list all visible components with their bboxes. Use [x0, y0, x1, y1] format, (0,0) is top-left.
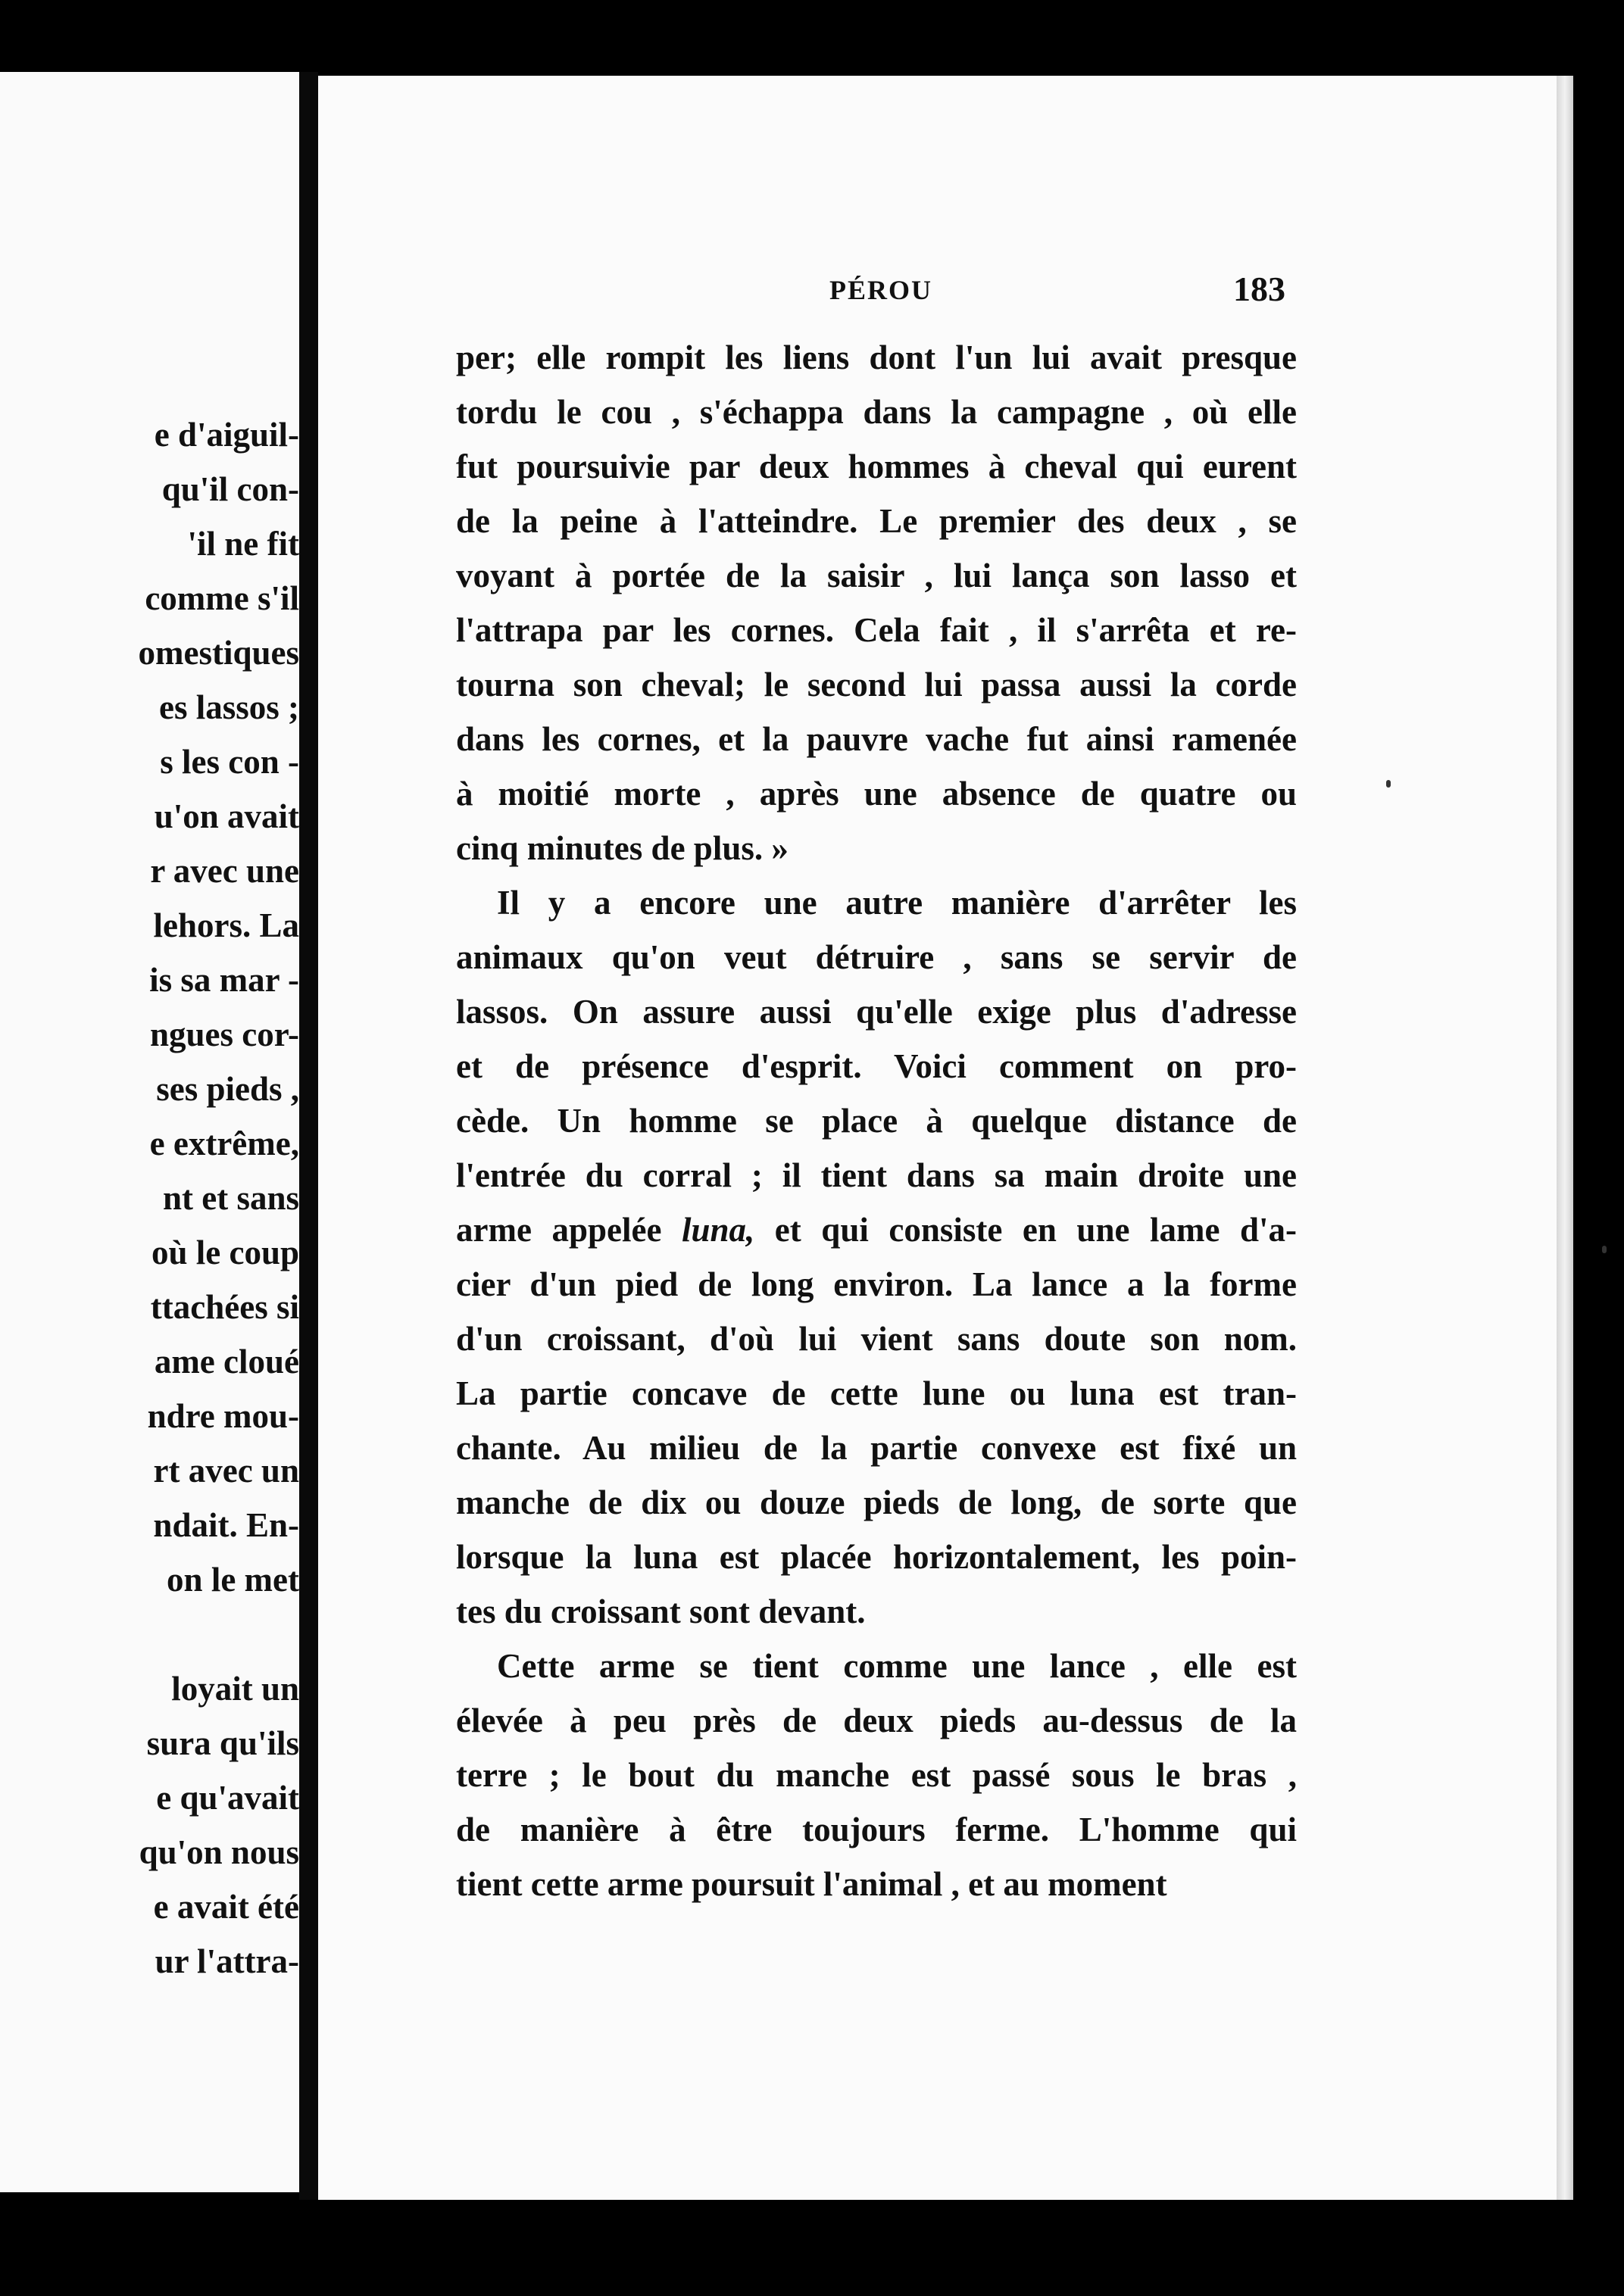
left-page-line	[0, 1607, 299, 1661]
left-page-line: s les con -	[160, 743, 299, 781]
text-line: Il y a encore une autre manière d'arrêter les	[497, 884, 1297, 922]
scan-speck	[1602, 1246, 1607, 1253]
page-edge	[1557, 76, 1573, 2200]
page-number: 183	[1233, 270, 1285, 308]
text-line: et de présence d'esprit. Voici comment on pro-	[456, 1047, 1297, 1085]
left-page-line: u'on avait	[154, 797, 299, 835]
left-page-line: où le coup	[151, 1234, 299, 1271]
left-page-line: omestiques	[138, 634, 299, 672]
scan-speck	[1386, 780, 1391, 788]
text-line: lorsque la luna est placée horizontalement, les poin-	[456, 1538, 1297, 1576]
text-line: l'entrée du corral ; il tient dans sa main droite une	[456, 1156, 1297, 1194]
text-line: dans les cornes, et la pauvre vache fut ainsi ramenée	[456, 720, 1297, 758]
text-line: fut poursuivie par deux hommes à cheval qui eurent	[456, 448, 1297, 485]
left-page-line: comme s'il	[145, 579, 299, 617]
left-page-line: ame cloué	[154, 1343, 299, 1380]
left-page-line: loyait un	[171, 1670, 299, 1708]
text-line: élevée à peu près de deux pieds au-dessus de la	[456, 1702, 1297, 1739]
text-line: à moitié morte , après une absence de quatre ou	[456, 775, 1297, 813]
text-line: Cette arme se tient comme une lance , elle est	[497, 1647, 1297, 1685]
text-line: per; elle rompit les liens dont l'un lui avait presque	[456, 338, 1297, 376]
text-line: animaux qu'on veut détruire , sans se servir de	[456, 938, 1297, 976]
left-page-line: es lassos ;	[158, 688, 299, 726]
left-page-line: ttachées si	[150, 1288, 299, 1326]
text-line: de la peine à l'atteindre. Le premier des deux , se	[456, 502, 1297, 540]
text-line: terre ; le bout du manche est passé sous le bras ,	[456, 1756, 1297, 1794]
text-line: tes du croissant sont devant.	[456, 1593, 866, 1630]
left-page-line: e d'aiguil-	[154, 416, 299, 454]
text-line: cinq minutes de plus. »	[456, 829, 789, 867]
left-page-text	[0, 407, 299, 1989]
left-page-line: is sa mar -	[149, 961, 299, 999]
left-page	[0, 72, 299, 2192]
left-page-line: ur l'attra-	[155, 1942, 299, 1980]
left-page-line: nt et sans	[162, 1179, 299, 1217]
left-page-line: qu'il con-	[161, 470, 299, 508]
text-line: d'un croissant, d'où lui vient sans doute son nom.	[456, 1320, 1297, 1358]
left-page-line: 'il ne fit	[187, 525, 299, 563]
left-page-line: e avait été	[153, 1888, 299, 1926]
text-line: de manière à être toujours ferme. L'homme qui	[456, 1811, 1297, 1848]
left-page-line: r avec une	[150, 852, 299, 890]
left-page-line: ngues cor-	[149, 1015, 299, 1053]
text-line: voyant à portée de la saisir , lui lança son lasso et	[456, 557, 1297, 594]
left-page-line: e qu'avait	[156, 1779, 299, 1817]
left-page-line: lehors. La	[153, 906, 299, 944]
text-line: chante. Au milieu de la partie convexe est fixé un	[456, 1429, 1297, 1467]
left-page-line: ndait. En-	[153, 1506, 299, 1544]
text-line: tient cette arme poursuit l'animal , et au moment	[456, 1865, 1167, 1903]
text-line: cier d'un pied de long environ. La lance a la forme	[456, 1265, 1297, 1303]
left-page-line: rt avec un	[153, 1452, 299, 1490]
body-text	[456, 330, 1297, 1911]
text-line: manche de dix ou douze pieds de long, de sorte que	[456, 1483, 1297, 1521]
text-line: tordu le cou , s'échappa dans la campagne , où elle	[456, 393, 1297, 431]
text-line: tourna son cheval; le second lui passa aussi la corde	[456, 666, 1297, 703]
text-line: cède. Un homme se place à quelque distance de	[456, 1102, 1297, 1140]
left-page-line: sura qu'ils	[146, 1724, 299, 1762]
book-spine	[299, 72, 318, 2200]
left-page-line: e extrême,	[149, 1125, 299, 1162]
text-line: lassos. On assure aussi qu'elle exige plus d'adresse	[456, 993, 1297, 1031]
running-head: PÉROU	[829, 275, 932, 305]
left-page-line: qu'on nous	[139, 1833, 299, 1871]
text-line: La partie concave de cette lune ou luna est tran-	[456, 1374, 1297, 1412]
left-page-line: on le met	[167, 1561, 299, 1599]
left-page-line: ses pieds ,	[156, 1070, 299, 1108]
left-page-line: ndre mou-	[147, 1397, 299, 1435]
text-line: arme appelée luna, et qui consiste en une lame d'a-	[456, 1211, 1297, 1249]
text-line: l'attrapa par les cornes. Cela fait , il s'arrêta et re-	[456, 611, 1297, 649]
